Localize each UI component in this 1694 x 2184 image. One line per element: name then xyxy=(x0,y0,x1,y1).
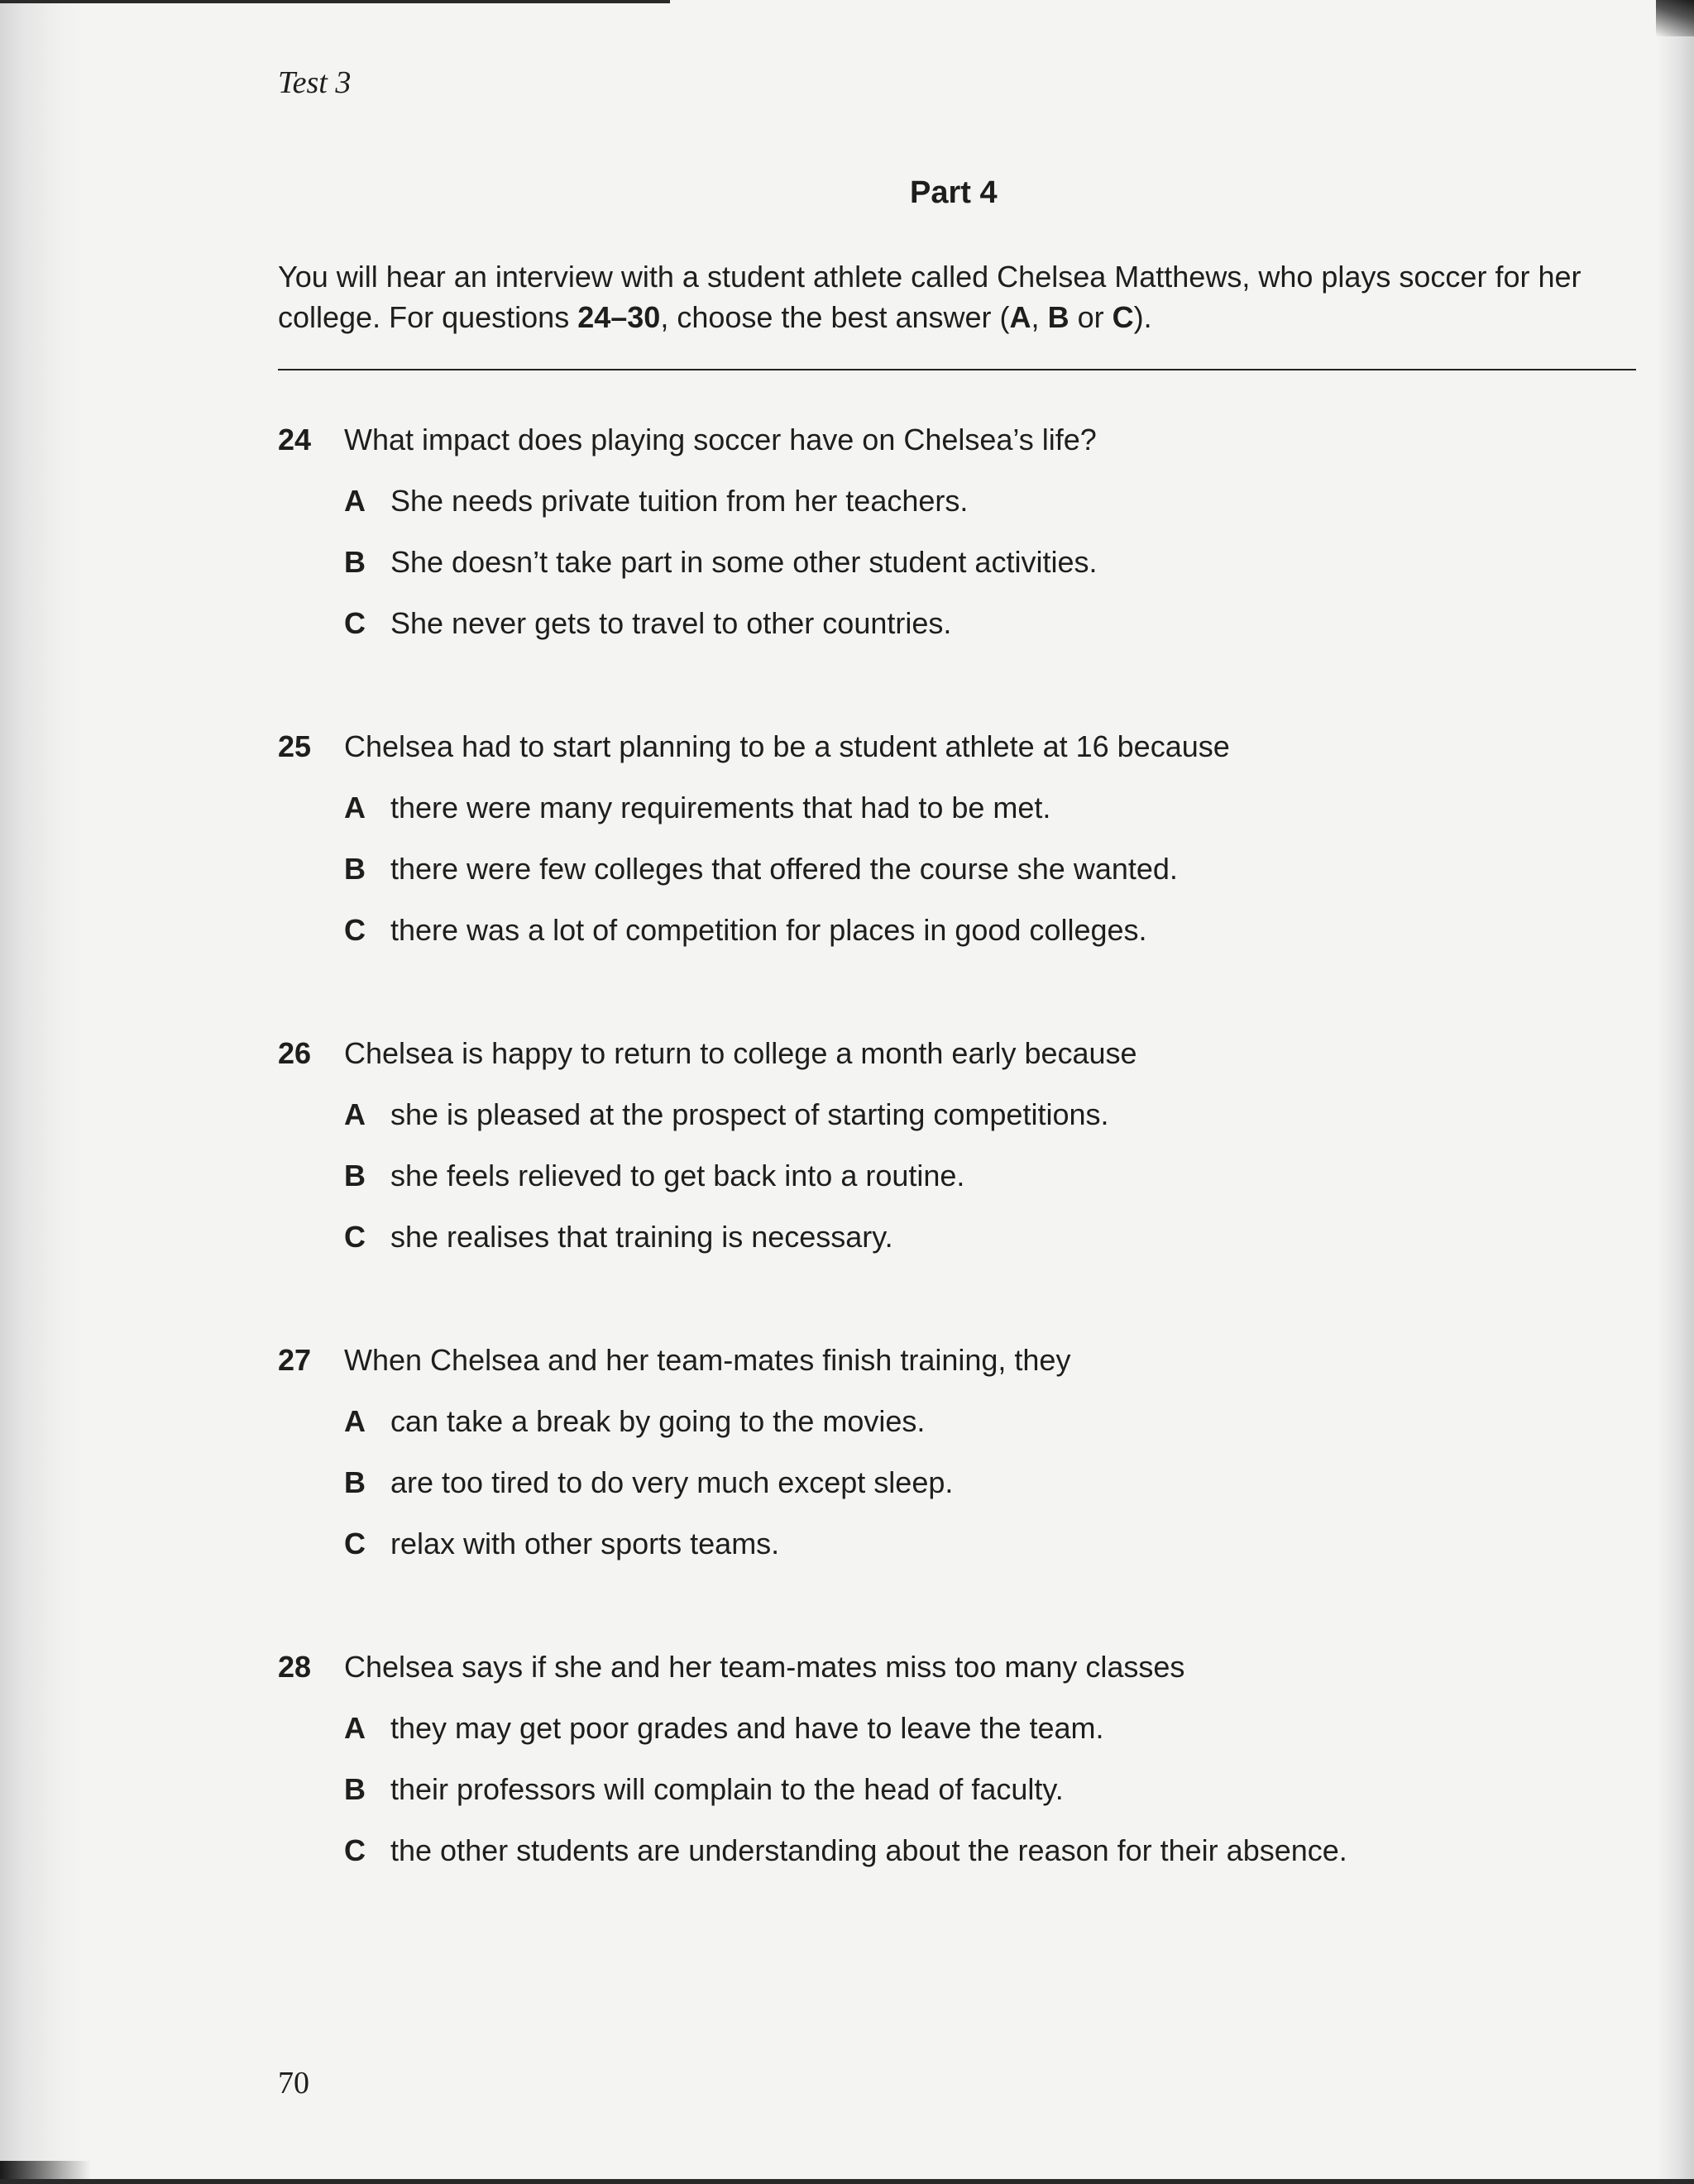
option-letter: C xyxy=(344,1833,366,1867)
option-text: there were few colleges that offered the course she wanted. xyxy=(390,852,1178,886)
option-text: She needs private tuition from her teachers. xyxy=(390,484,969,518)
option-letter: C xyxy=(344,1220,366,1254)
question-header xyxy=(278,1035,1601,1097)
scan-shadow-right xyxy=(1656,0,1694,2184)
option-letter: B xyxy=(344,545,366,579)
option-b xyxy=(278,1158,1601,1219)
option-text: she realises that training is necessary. xyxy=(390,1220,893,1254)
scan-corner-top-right xyxy=(1656,0,1694,36)
scan-edge-top xyxy=(0,0,670,3)
question-26 xyxy=(278,1035,1601,1280)
option-letter: A xyxy=(344,1404,366,1438)
instructions-line-2-mid: , choose the best answer ( xyxy=(660,300,1010,334)
option-letter: B xyxy=(344,1159,366,1192)
option-text: their professors will complain to the head of faculty. xyxy=(390,1772,1064,1806)
question-number: 25 xyxy=(278,729,312,763)
option-text: She never gets to travel to other countries. xyxy=(390,606,952,640)
option-letter: B xyxy=(344,1465,366,1499)
option-b xyxy=(278,851,1601,912)
question-header xyxy=(278,729,1601,790)
instructions-comma: , xyxy=(1031,300,1048,334)
question-number: 26 xyxy=(278,1036,312,1070)
running-head: Test 3 xyxy=(278,65,352,100)
option-c xyxy=(278,1833,1601,1894)
option-b xyxy=(278,1771,1601,1833)
question-number: 28 xyxy=(278,1650,312,1684)
question-stem: When Chelsea and her team-mates finish training, they xyxy=(344,1343,1071,1377)
option-text: She doesn’t take part in some other student activities. xyxy=(390,545,1098,579)
option-letter: A xyxy=(344,484,366,518)
option-c xyxy=(278,1219,1601,1280)
letter-b: B xyxy=(1047,300,1070,334)
option-a xyxy=(278,790,1601,851)
option-letter: C xyxy=(344,913,366,947)
instructions xyxy=(278,256,1643,337)
option-a xyxy=(278,1710,1601,1771)
option-a xyxy=(278,483,1601,544)
question-28 xyxy=(278,1649,1601,1894)
option-text: she feels relieved to get back into a routine. xyxy=(390,1159,965,1192)
question-header xyxy=(278,1342,1601,1403)
option-text: they may get poor grades and have to leave the team. xyxy=(390,1711,1104,1745)
option-text: there were many requirements that had to be met. xyxy=(390,791,1051,824)
option-text: can take a break by going to the movies. xyxy=(390,1404,926,1438)
question-header xyxy=(278,1649,1601,1710)
option-c xyxy=(278,912,1601,973)
option-letter: A xyxy=(344,791,366,824)
letter-c: C xyxy=(1112,300,1134,334)
instructions-line-2-prefix: college. For questions xyxy=(278,300,578,334)
question-header xyxy=(278,422,1601,483)
question-number: 24 xyxy=(278,423,312,456)
question-stem: What impact does playing soccer have on Chelsea’s life? xyxy=(344,423,1097,456)
question-range: 24–30 xyxy=(577,300,661,334)
option-c xyxy=(278,1526,1601,1587)
option-a xyxy=(278,1097,1601,1158)
option-b xyxy=(278,544,1601,605)
option-c xyxy=(278,605,1601,667)
page-number: 70 xyxy=(278,2066,309,2100)
letter-a: A xyxy=(1009,300,1031,334)
instructions-line-2-suffix: ). xyxy=(1133,300,1152,334)
option-letter: C xyxy=(344,606,366,640)
instructions-or: or xyxy=(1069,300,1113,334)
question-stem: Chelsea says if she and her team-mates miss too many classes xyxy=(344,1650,1185,1684)
scan-shadow-left xyxy=(0,0,83,2184)
option-a xyxy=(278,1403,1601,1465)
option-text: there was a lot of competition for places in good colleges. xyxy=(390,913,1147,947)
question-stem: Chelsea is happy to return to college a month early because xyxy=(344,1036,1137,1070)
question-27 xyxy=(278,1342,1601,1587)
option-letter: B xyxy=(344,1772,366,1806)
part-title: Part 4 xyxy=(910,175,998,210)
option-letter: C xyxy=(344,1527,366,1560)
option-letter: A xyxy=(344,1711,366,1745)
scan-edge-bottom xyxy=(0,2179,1694,2184)
question-25 xyxy=(278,729,1601,973)
question-stem: Chelsea had to start planning to be a student athlete at 16 because xyxy=(344,729,1230,763)
question-24 xyxy=(278,422,1601,667)
option-text: are too tired to do very much except sleep. xyxy=(390,1465,954,1499)
instructions-line-1: You will hear an interview with a student athlete called Chelsea Matthews, who plays soccer for her xyxy=(278,260,1582,294)
option-text: the other students are understanding about the reason for their absence. xyxy=(390,1833,1347,1867)
scan-shadow-bottom xyxy=(0,2161,91,2179)
option-letter: B xyxy=(344,852,366,886)
divider-rule xyxy=(278,369,1636,370)
option-letter: A xyxy=(344,1097,366,1131)
option-b xyxy=(278,1465,1601,1526)
option-text: relax with other sports teams. xyxy=(390,1527,780,1560)
option-text: she is pleased at the prospect of starting competitions. xyxy=(390,1097,1109,1131)
question-number: 27 xyxy=(278,1343,312,1377)
